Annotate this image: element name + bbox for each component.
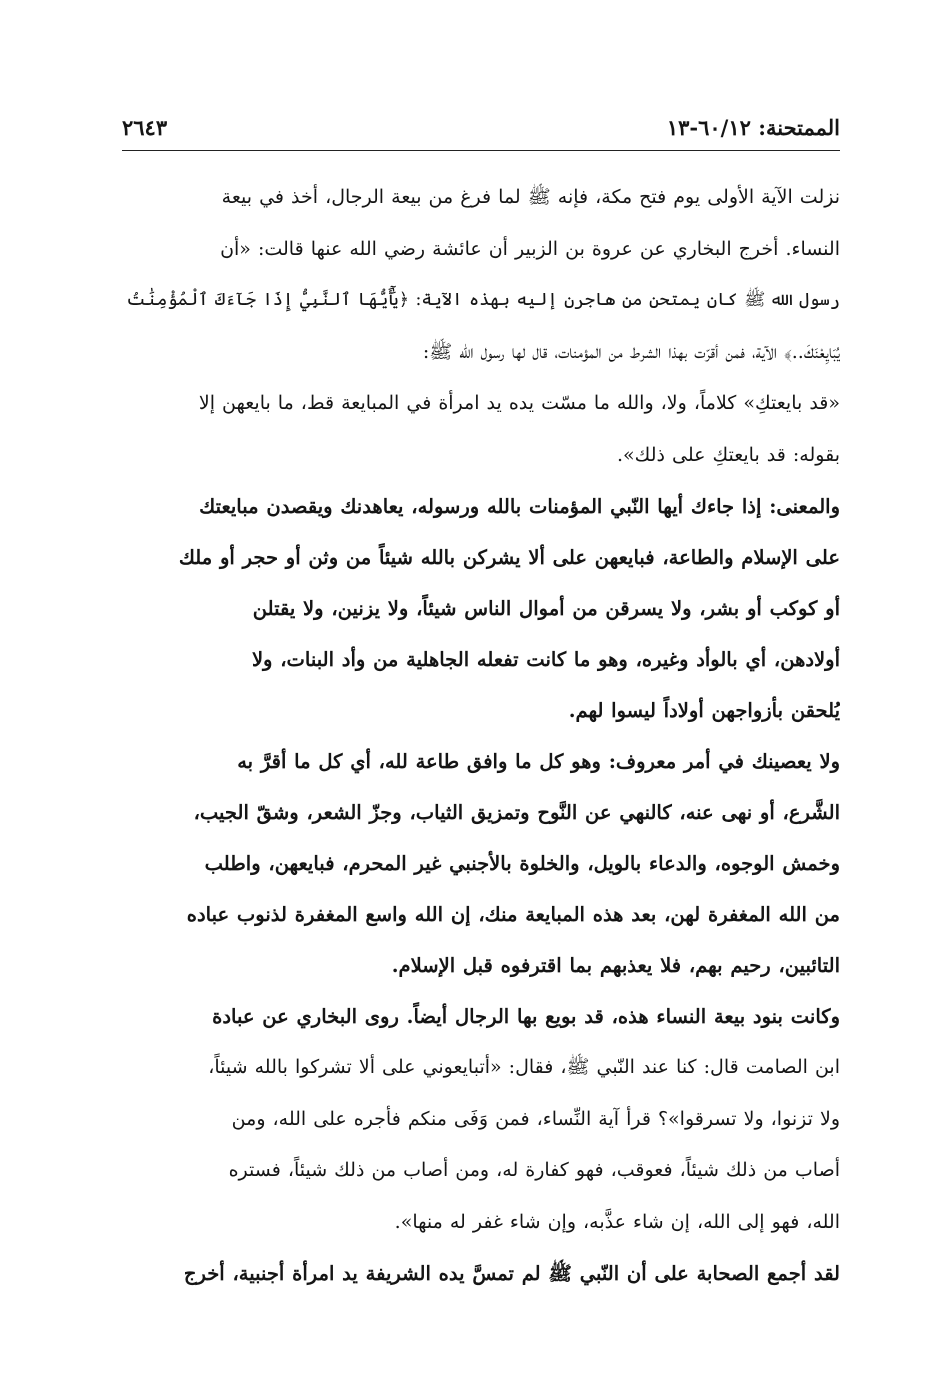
paragraph-hadith-aisha	[122, 172, 840, 481]
text-line: الشَّرع، أو نهى عنه، كالنهي عن النَّوح وتمزيق الثياب، وجزّ الشعر، وشقّ الجيب،	[193, 801, 840, 824]
text-line: «قد بايعتكِ» كلاماً، ولا، والله ما مسّت يده يد امرأة في المبايعة قط، ما بايعهن إلا	[198, 392, 840, 414]
paragraph-ubada-hadith	[122, 991, 840, 1248]
text-line: النساء. أخرج البخاري عن عروة بن الزبير أن عائشة رضي الله عنها قالت: «أن	[220, 237, 840, 260]
page-header	[122, 112, 840, 148]
paragraph-obedience	[122, 736, 840, 991]
text-line: ابن الصامت قال: كنا عند النّبي ﷺ، فقال: «أتبايعوني على ألا تشركوا بالله شيئاً،	[208, 1056, 840, 1078]
text-line: ولا تزنوا، ولا تسرقوا»؟ قرأ آية النِّساء، فمن وَفَى منكم فأجره على الله، ومن	[231, 1107, 840, 1130]
paragraph-consensus	[122, 1248, 840, 1299]
page-number: ٢٦٤٣	[122, 115, 168, 140]
text-line: أو كوكب أو بشر، ولا يسرقن من أموال الناس شيئاً، ولا يزنين، ولا يقتلن	[252, 597, 840, 620]
text-line: أولادهن، أي بالوأد وغيره، وهو ما كانت تفعله الجاهلية من وأد البنات، ولا	[251, 648, 840, 671]
text-line: من الله المغفرة لهن، بعد هذه المبايعة منك، إن الله واسع المغفرة لذنوب عباده	[186, 903, 840, 926]
page-body	[122, 172, 840, 1299]
text-line: وخمش الوجوه، والدعاء بالويل، والخلوة بالأجنبي غير المحرم، فبايعهن، واطلب	[204, 852, 840, 875]
text-line: التائبين، رحيم بهم، فلا يعذبهم بما اقترفوه قبل الإسلام.	[391, 954, 840, 977]
text-line: وكانت بنود بيعة النساء هذه، قد بويع بها الرجال أيضاً. روى البخاري عن عبادة	[212, 1005, 840, 1028]
text-line: لقد أجمع الصحابة على أن النّبي ﷺ لم تمسَّ يده الشريفة يد امرأة أجنبية، أخرج	[183, 1262, 840, 1285]
running-head: الممتحنة: ٦٠/١٢-١٣	[666, 115, 840, 140]
text-line: يُبَايِعْنَكَ..﴾ الآية، فمن أقرّت بهذا الشرط من المؤمنات، قال لها رسول الله ﷺ:	[422, 340, 840, 363]
text-line: ولا يعصينك في أمر معروف: وهو كل ما وافق طاعة لله، أي كل ما أقرَّ به	[237, 750, 840, 773]
text-line: نزلت الآية الأولى يوم فتح مكة، فإنه ﷺ لما فرغ من بيعة الرجال، أخذ في بيعة	[221, 186, 840, 208]
text-line: بقوله: قد بايعتكِ على ذلك».	[617, 443, 840, 466]
header-rule	[122, 150, 840, 151]
text-line: والمعنى: إذا جاءك أيها النّبي المؤمنات بالله ورسوله، يعاهدنك ويقصدن مبايعتك	[199, 495, 840, 518]
text-line: رسول الله ﷺ كان يمتحن من هاجرن إليه بهذه الآية: ﴿يَٰٓأَيُّهَا ٱلنَّبِيُّ إِذَا جَآءَكَ ٱلْمُؤْمِنَٰتُ	[126, 290, 840, 310]
text-line: يُلحقن بأزواجهن أولاداً ليسوا لهم.	[568, 699, 840, 722]
paragraph-meaning	[122, 481, 840, 736]
text-line: الله، فهو إلى الله، إن شاء عذَّبه، وإن شاء غفر له منها».	[394, 1210, 840, 1233]
text-line: أصاب من ذلك شيئاً، فعوقب، فهو كفارة له، ومن أصاب من ذلك شيئاً، فستره	[228, 1159, 840, 1181]
text-line: على الإسلام والطاعة، فبايعهن على ألا يشركن بالله شيئاً من وثن أو حجر أو ملك	[178, 546, 840, 569]
